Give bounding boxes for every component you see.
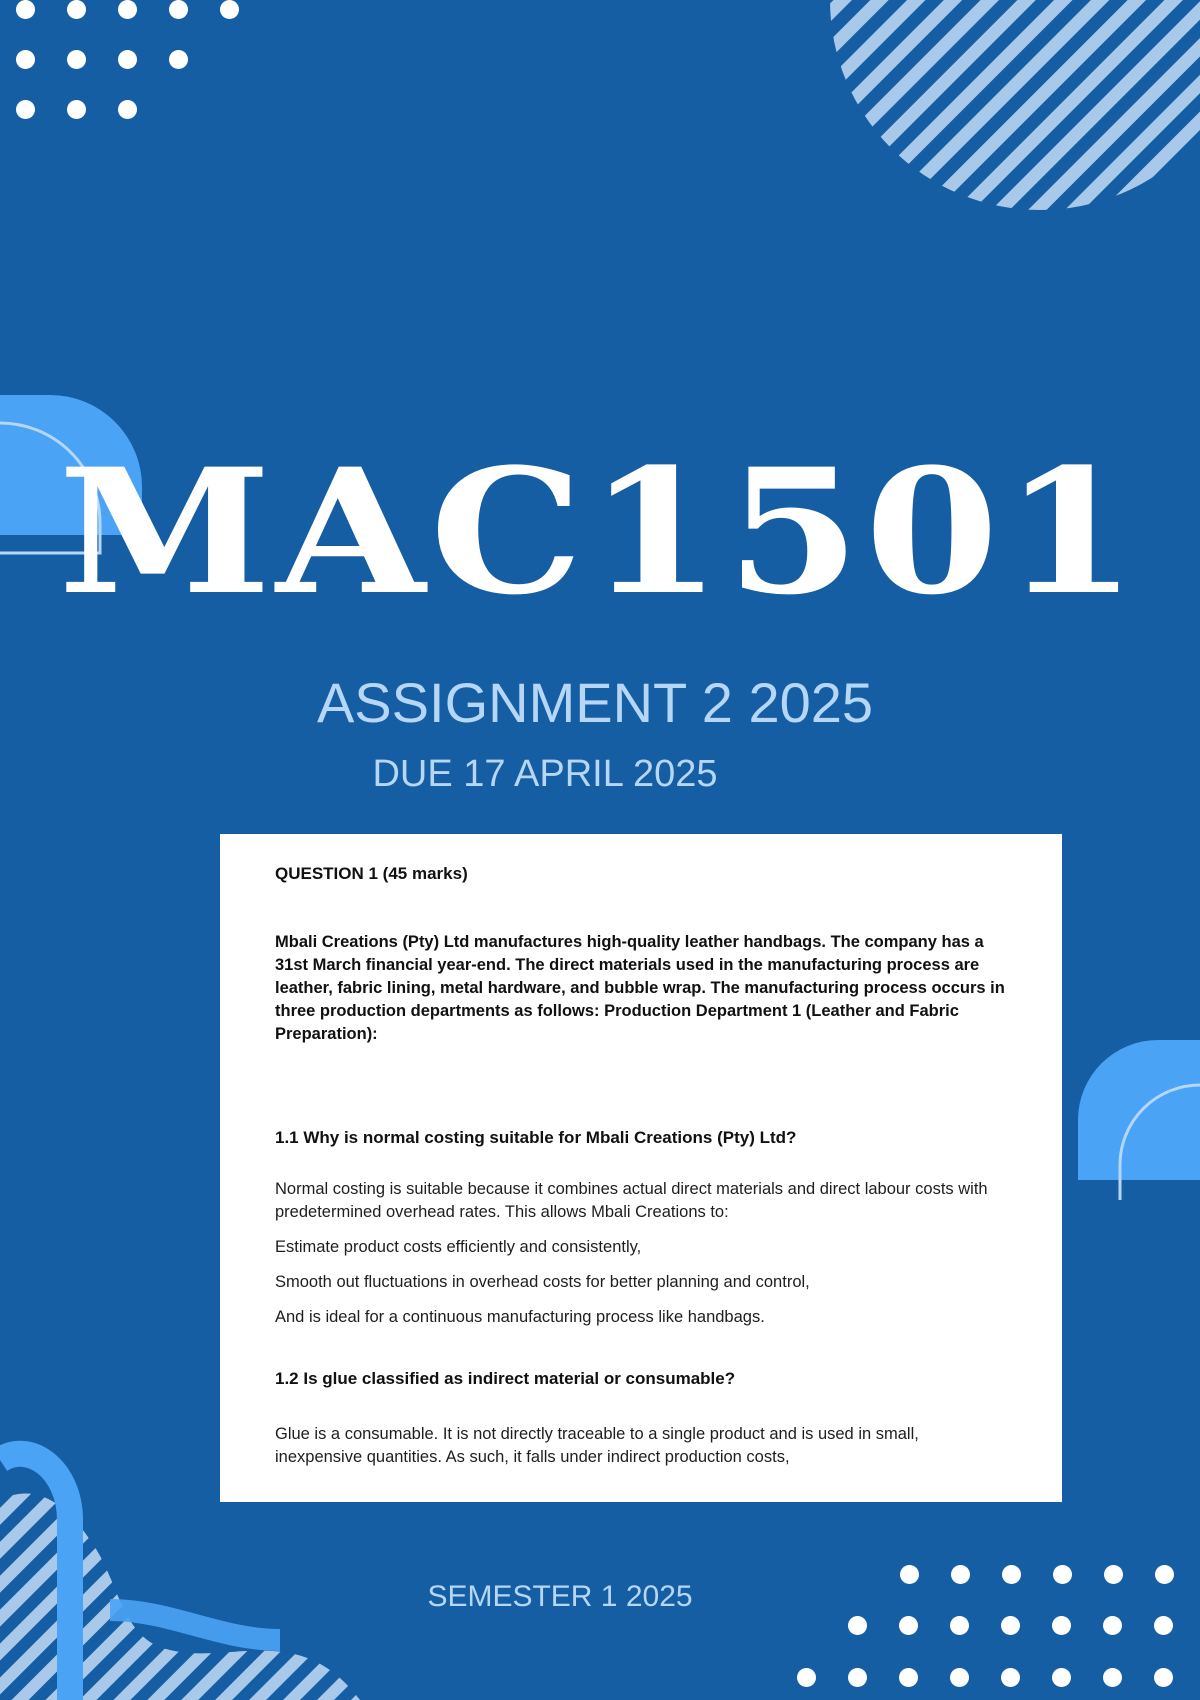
dot xyxy=(950,1616,969,1635)
dot xyxy=(848,1668,867,1687)
question-intro: Mbali Creations (Pty) Ltd manufactures high-quality leather handbags. The company has a 31st March financial year-end. The direct materials used in the manufacturing process are leather, fabric lining, metal hardware, and bubble wrap. The manufacturing process occurs in three production departments as follows: Production Department 1 (Leather and Fabric Preparation): xyxy=(275,933,1005,1043)
course-code-title: MAC1501 xyxy=(58,430,1142,633)
question-1-1-heading: 1.1 Why is normal costing suitable for Mbali Creations (Pty) Ltd? xyxy=(275,1128,797,1147)
dot xyxy=(797,1668,816,1687)
dot xyxy=(67,100,86,119)
semester-label: SEMESTER 1 2025 xyxy=(427,1580,693,1613)
question-1-2-heading: 1.2 Is glue classified as indirect material or consumable? xyxy=(275,1369,736,1388)
assignment-title: ASSIGNMENT 2 2025 xyxy=(316,671,874,734)
dot xyxy=(67,50,86,69)
dot xyxy=(1001,1668,1020,1687)
dot xyxy=(1052,1616,1071,1635)
dot xyxy=(899,1616,918,1635)
dot xyxy=(118,50,137,69)
dot xyxy=(118,0,137,19)
dot xyxy=(1052,1668,1071,1687)
dot xyxy=(118,100,137,119)
dot xyxy=(1154,1616,1173,1635)
dot xyxy=(899,1668,918,1687)
answer-1-1-paragraph: And is ideal for a continuous manufacturing process like handbags. xyxy=(275,1308,765,1326)
answer-1-1-paragraph: Smooth out fluctuations in overhead costs for better planning and control, xyxy=(275,1273,810,1291)
dot xyxy=(16,50,35,69)
dot xyxy=(1155,1565,1174,1584)
answer-1-2-paragraph: Glue is a consumable. It is not directly traceable to a single product and is used in small, inexpensive quantities. As such, it falls under indirect production costs, xyxy=(275,1425,919,1466)
answer-1-1-paragraph: Estimate product costs efficiently and consistently, xyxy=(275,1238,642,1256)
dot xyxy=(169,50,188,69)
document-preview xyxy=(220,834,1062,1502)
striped-circle-top-right xyxy=(830,0,1200,230)
dot xyxy=(1103,1616,1122,1635)
dot xyxy=(1103,1668,1122,1687)
dot xyxy=(169,0,188,19)
quarter-circle-right xyxy=(1078,1040,1200,1210)
dot xyxy=(220,0,239,19)
question-heading: QUESTION 1 (45 marks) xyxy=(275,864,468,883)
dot xyxy=(1001,1616,1020,1635)
dot xyxy=(1154,1668,1173,1687)
due-date: DUE 17 APRIL 2025 xyxy=(372,753,718,795)
dot xyxy=(16,0,35,19)
dot xyxy=(950,1668,969,1687)
dot xyxy=(67,0,86,19)
dot xyxy=(848,1616,867,1635)
dot xyxy=(16,100,35,119)
answer-1-1-paragraph: Normal costing is suitable because it combines actual direct materials and direct labour costs with predetermined overhead rates. This allows Mbali Creations to: xyxy=(275,1180,988,1221)
